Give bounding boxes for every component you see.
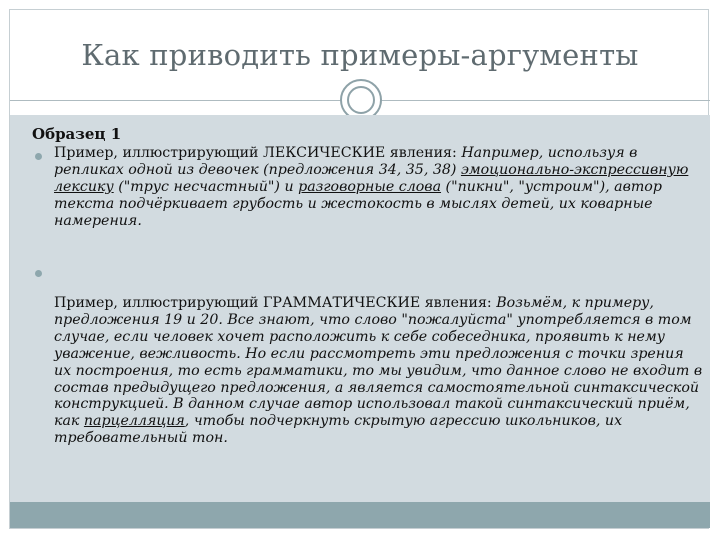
slide-title: Как приводить примеры-аргументы [81, 38, 639, 72]
grammatical-text-2: , чтобы подчеркнуть скрытую агрессию школьников, их требовательный тон. [54, 413, 623, 447]
grammatical-lead: Пример, иллюстрирующий ГРАММАТИЧЕСКИЕ явления: [54, 295, 497, 311]
lexical-underlined-2: разговорные слова [298, 178, 442, 195]
bullet-icon [35, 270, 42, 277]
grammatical-underlined-1: парцелляция [83, 413, 185, 430]
sample-heading: Образец 1 [32, 125, 122, 143]
grammatical-example-paragraph [54, 295, 704, 447]
ornament-inner-ring [347, 86, 375, 114]
lexical-text-2: ("трус несчастный") и [113, 178, 299, 195]
lexical-text-1: Например, используя в репликах одной из девочек (предложения 34, 35, 38) [54, 145, 638, 178]
bullet-icon [35, 153, 42, 160]
lexical-text-3: ("пикни", "устроим"), автор текста подчёркивает грубость и жестокость в мыслях детей, их коварные намерения. [54, 178, 662, 229]
content-panel [10, 115, 710, 502]
lexical-lead: Пример, иллюстрирующий ЛЕКСИЧЕСКИЕ явления: [54, 145, 462, 161]
bottom-bar [10, 502, 710, 528]
lexical-example-paragraph [54, 145, 704, 230]
lexical-underlined-1: эмоционально-экспрессивную лексику [54, 161, 689, 195]
grammatical-text-1: Возьмём, к примеру, предложения 19 и 20. Все знают, что слово "пожалуйста" употребляется в том случае, если человек хочет расположить к себе собеседника, проявить к нему уважение, вежливость. Но если рассмотреть эти предложения с точки зрения их построения, то есть грамматики, то мы увидим, что данное слово не входит в состав предыдущего предложения, а является самостоятельной синтаксической конструкцией. В данном случае автор использовал такой синтаксический приём, как [54, 295, 703, 430]
